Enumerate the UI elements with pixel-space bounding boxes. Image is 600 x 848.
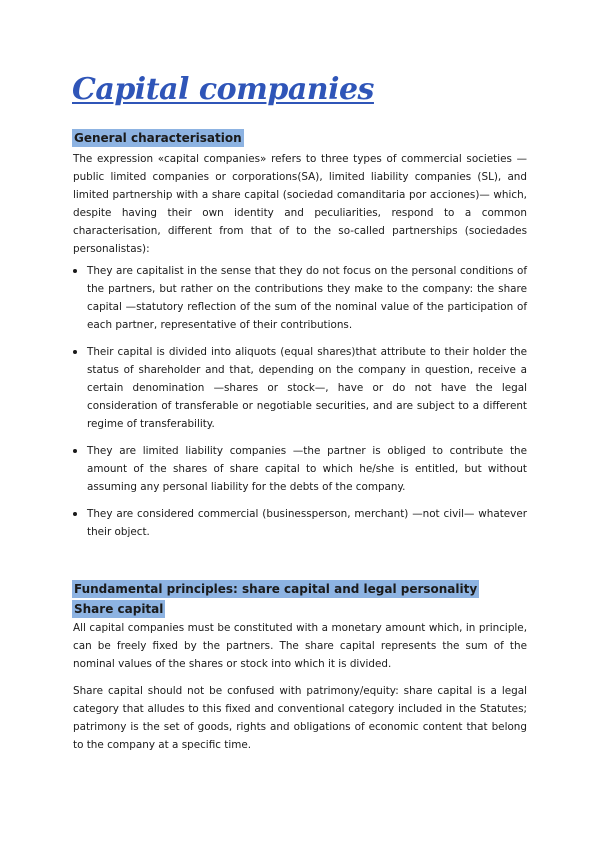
share-capital-paragraph: All capital companies must be constituted with a monetary amount which, in principle, can be freely fixed by the partners. The share capital represents the sum of the nominal values of the shares or stock into which it is divided. [73, 622, 527, 670]
list-item-text: Their capital is divided into aliquots (equal shares)that attribute to their holder the status of shareholder and that, depending on the company in question, receive a certain denomination —shares or stock—, have or do not have the legal consideration of transferable or negotiable securities, and are subject to a different regime of transferability. [87, 346, 527, 430]
page-title: Capital companies [72, 72, 374, 107]
characteristics-list [73, 262, 527, 550]
list-item-text: They are considered commercial (businessperson, merchant) —not civil— whatever their object. [87, 508, 527, 538]
bullet-icon [73, 449, 77, 453]
intro-paragraph: The expression «capital companies» refers to three types of commercial societies —public limited companies or corporations(SA), limited liability companies (SL), and limited partnership with a share capital (sociedad comanditaria por acciones)— which, despite having their own identity and peculiarities, respond to a common characterisation, different from that of to the so-called partnerships (sociedades personalistas): [73, 153, 527, 255]
bullet-icon [73, 350, 77, 354]
list-item-text: They are limited liability companies —the partner is obliged to contribute the amount of the shares of share capital to which he/she is entitled, but without assuming any personal liability for the debts of the company. [87, 445, 527, 493]
bullet-icon [73, 269, 77, 273]
list-item [73, 343, 527, 433]
section-heading-fundamental: Fundamental principles: share capital and legal personality [74, 582, 478, 596]
bullet-icon [73, 512, 77, 516]
patrimony-paragraph: Share capital should not be confused with patrimony/equity: share capital is a legal category that alludes to this fixed and conventional category included in the Statutes; patrimony is the set of goods, rights and obligations of economic content that belong to the company at a specific time. [73, 685, 527, 751]
list-item [73, 505, 527, 541]
list-item [73, 442, 527, 496]
subheading-share-capital: Share capital [74, 602, 164, 616]
list-item [73, 262, 527, 334]
list-item-text: They are capitalist in the sense that they do not focus on the personal conditions of the partners, but rather on the contributions they make to the company: the share capital —statutory reflection of the sum of the nominal value of the participation of each partner, representative of their contributions. [87, 265, 527, 331]
section-heading-general: General characterisation [74, 131, 242, 145]
